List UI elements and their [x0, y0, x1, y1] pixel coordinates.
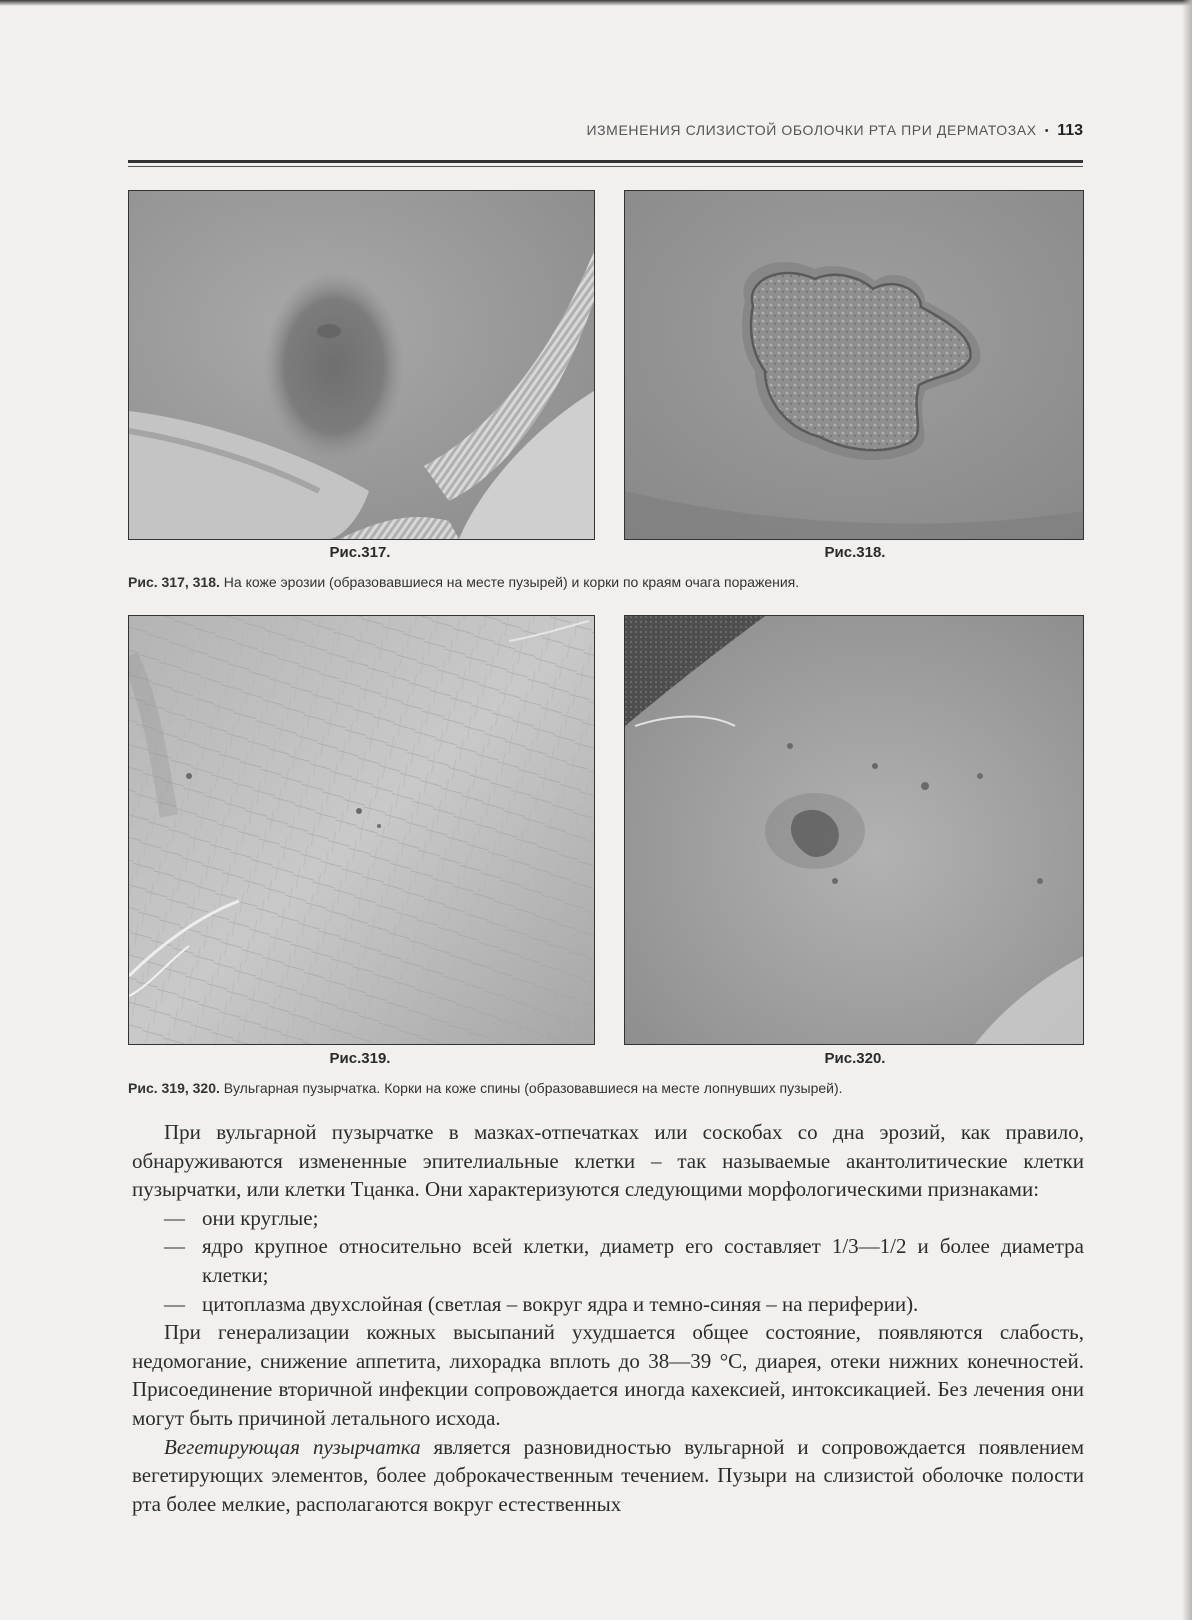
fig319-label: Рис.319.: [329, 1050, 391, 1067]
page-number: 113: [1057, 122, 1083, 139]
list-item-text: они круглые;: [202, 1205, 319, 1230]
list-item-text: ядро крупное относительно всей клетки, диаметр его составляет 1/3—1/2 и более диаметра клетки;: [202, 1234, 1084, 1287]
photo-fig317: [128, 190, 595, 540]
list-dash: —: [164, 1234, 185, 1259]
header-rule-thick: [128, 160, 1083, 163]
caption-319-320: [128, 1080, 1083, 1096]
fig320-label: Рис.320.: [824, 1050, 886, 1067]
caption-317-318: [128, 574, 1083, 590]
caption-317-318-text: На коже эрозии (образовавшиеся на месте пузырей) и корки по краям очага поражения.: [219, 574, 800, 590]
paragraph-3-text: является разновидностью вульгарной и сопровождается появлением вегетирующих элементов, более доброкачественным течением. Пузыри на слизистой оболочке полости рта более мелкие, располагаются вокруг естественных: [132, 1434, 1084, 1516]
paragraph-2: При генерализации кожных высыпаний ухудшается общее состояние, появляются слабость, недомогание, снижение аппетита, лихорадка вплоть до 38—39 °С, диарея, отеки нижних конечностей. Присоединение вторичной инфекции сопровождается иногда кахексией, интоксикацией. Без лечения они могут быть причиной летального исхода.: [132, 1320, 1084, 1430]
header-bullet: •: [1044, 125, 1050, 137]
photo-fig320: [624, 615, 1084, 1045]
list-item: [132, 1232, 1084, 1289]
header-rule-thin: [128, 166, 1083, 167]
scan-edge-right: [1182, 0, 1192, 1620]
paragraph-1: При вульгарной пузырчатке в мазках-отпечатках или соскобах со дна эрозий, как правило, обнаруживаются измененные эпителиальные клетки – так называемые акантолитические клетки пузырчатки, или клетки Тцанка. Они характеризуются следующими морфологическими признаками:: [132, 1120, 1084, 1202]
paragraph-3: [132, 1433, 1084, 1519]
list-dash: —: [164, 1205, 185, 1230]
list-item: [132, 1290, 1084, 1319]
caption-319-320-text: Вульгарная пузырчатка. Корки на коже спины (образовавшиеся на месте лопнувших пузырей).: [219, 1080, 843, 1096]
caption-319-320-lead: Рис. 319, 320.: [128, 1080, 220, 1096]
running-header: [128, 122, 1083, 144]
list-dash: —: [164, 1291, 185, 1316]
scan-edge-top: [0, 0, 1192, 6]
fig318-label: Рис.318.: [824, 544, 886, 561]
fig317-label: Рис.317.: [329, 544, 391, 561]
list-item-text: цитоплазма двухслойная (светлая – вокруг ядра и темно-синяя – на периферии).: [202, 1291, 919, 1316]
caption-317-318-lead: Рис. 317, 318.: [128, 574, 220, 590]
photo-fig319: [128, 615, 595, 1045]
running-title: ИЗМЕНЕНИЯ СЛИЗИСТОЙ ОБОЛОЧКИ РТА ПРИ ДЕРМАТОЗАХ: [586, 122, 1037, 138]
body-text: [132, 1118, 1084, 1518]
list-item: [132, 1204, 1084, 1233]
paragraph-3-term: Вегетирующая пузырчатка: [164, 1434, 421, 1459]
photo-fig318: [624, 190, 1084, 540]
